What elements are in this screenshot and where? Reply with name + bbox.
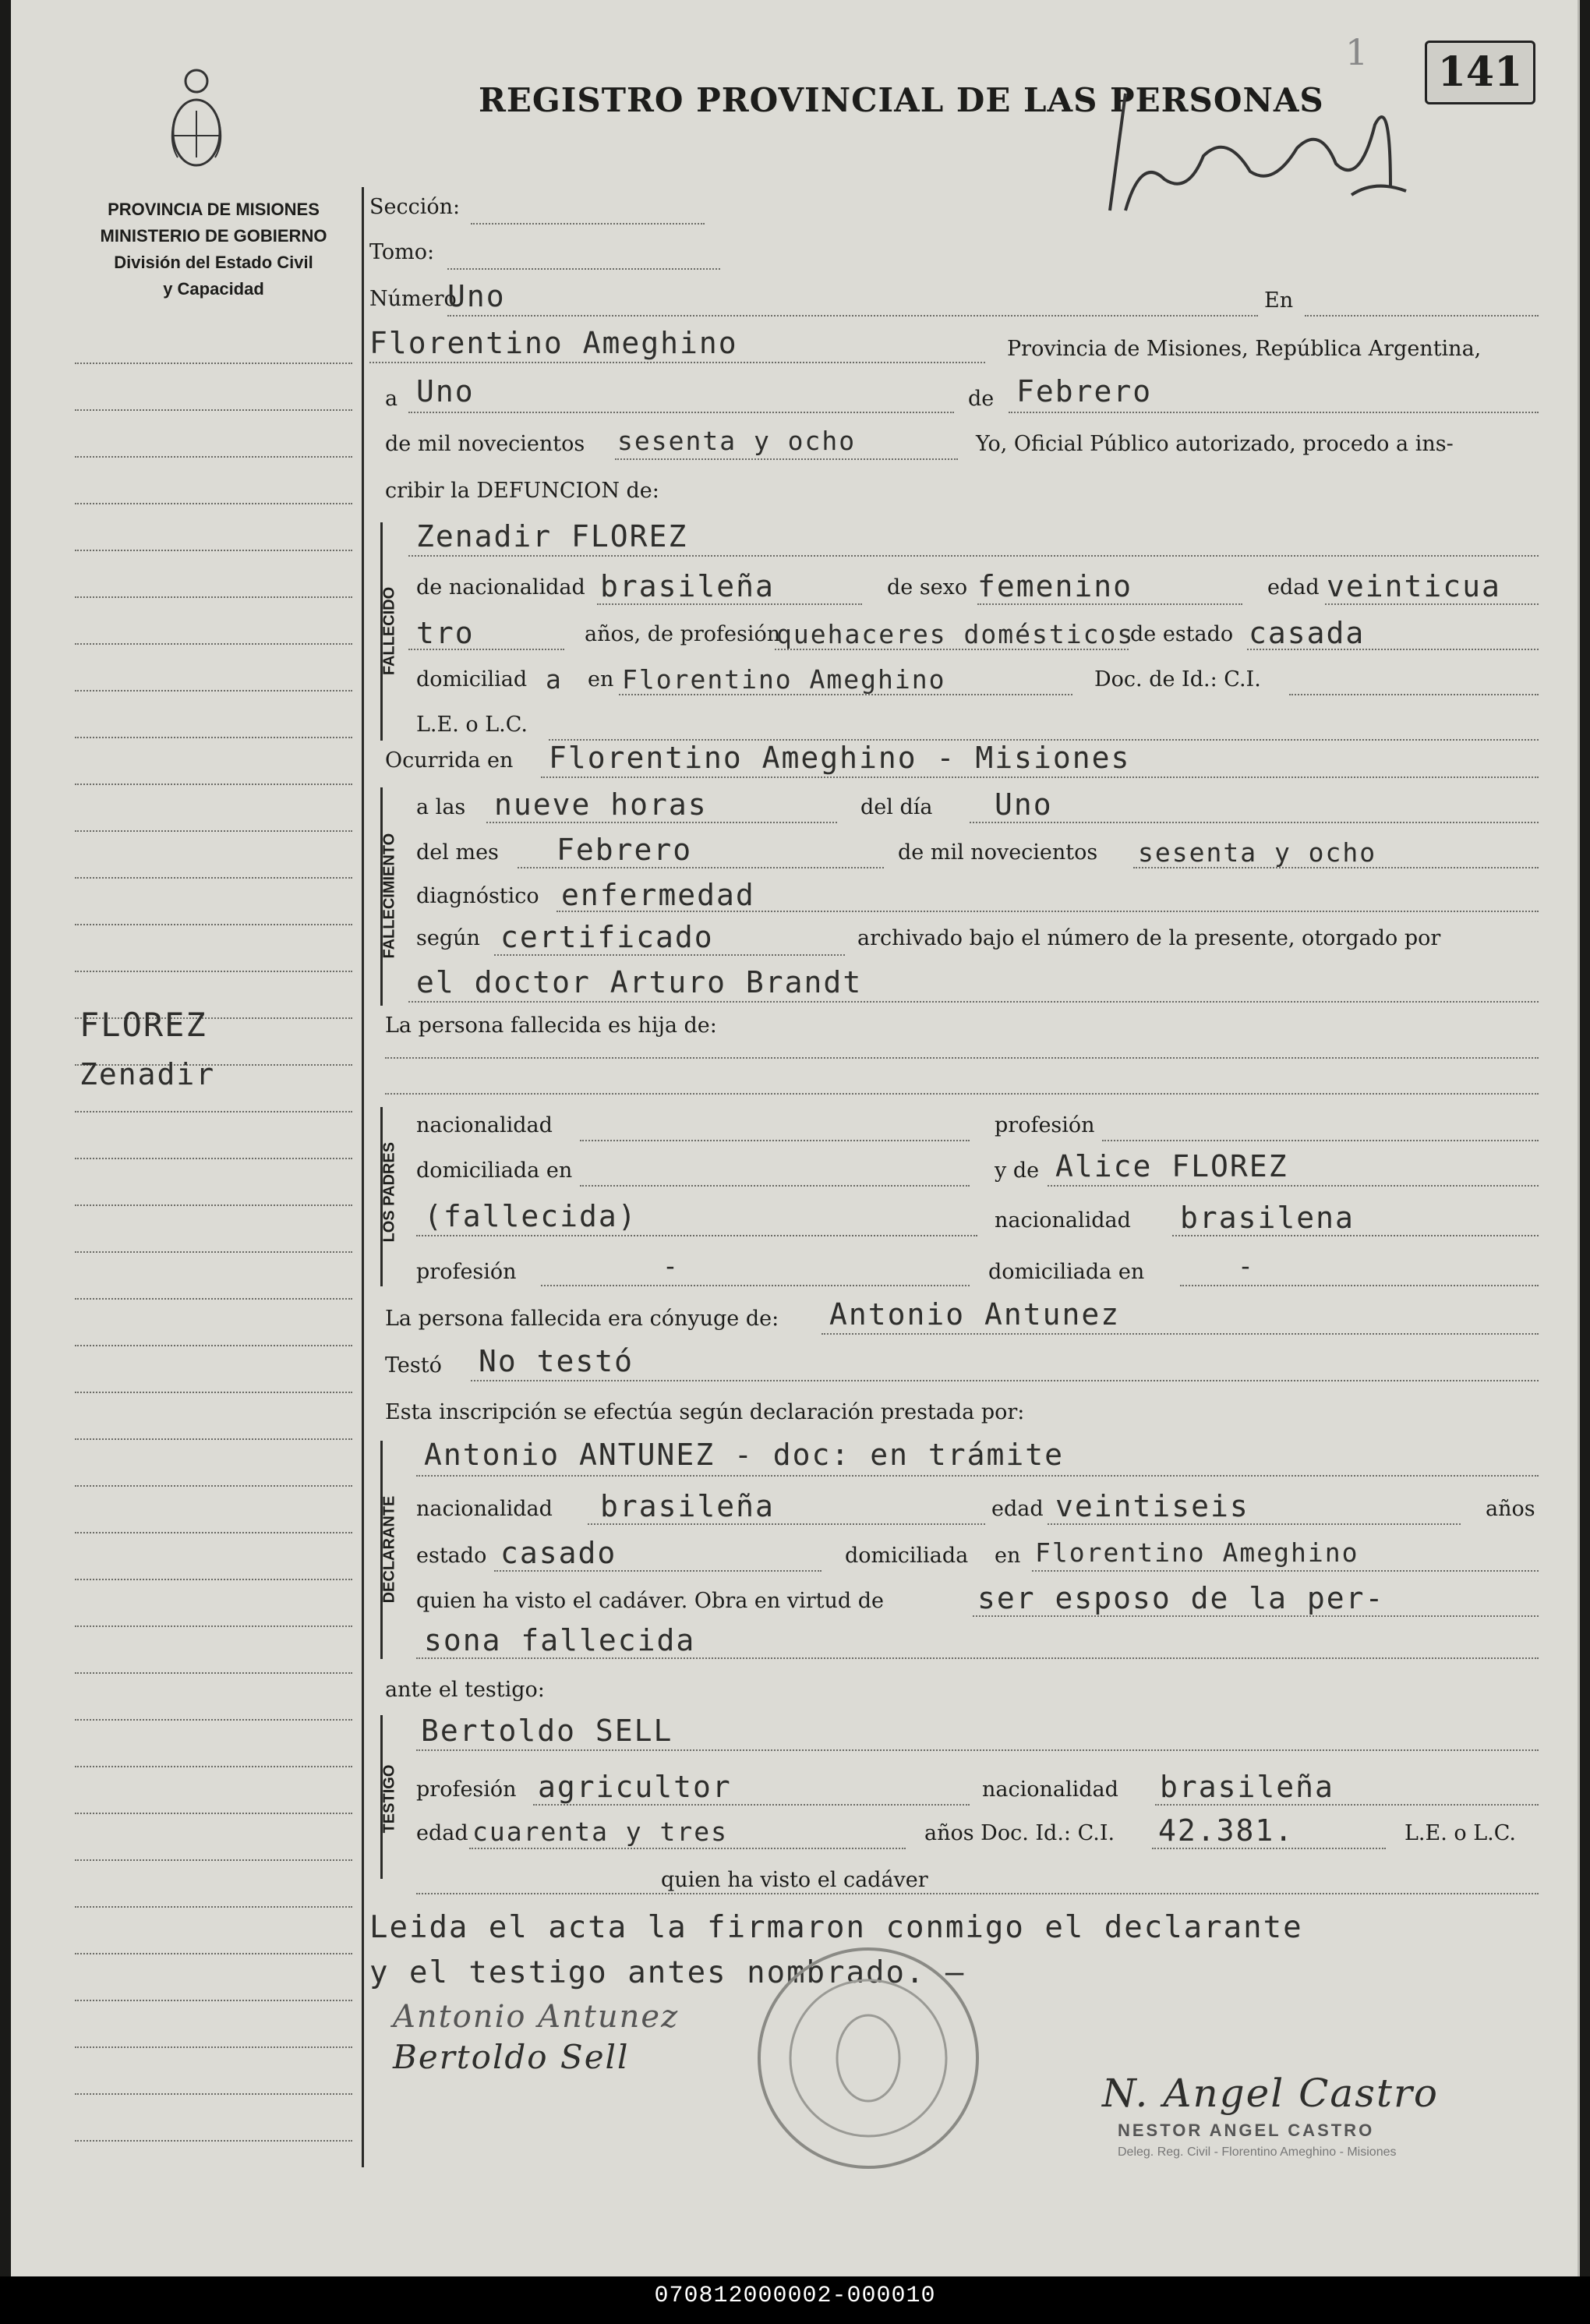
coat-of-arms-icon [164, 64, 229, 181]
archivado-text: archivado bajo el número de la presente, otorgado por [857, 926, 1441, 950]
declarante-edad-value: veintiseis [1055, 1489, 1249, 1523]
ocurrida-label: Ocurrida en [385, 748, 514, 773]
edad-value-cont: tro [416, 616, 475, 650]
nacionalidad-label: de nacionalidad [416, 575, 585, 600]
declarante-name: Antonio ANTUNEZ - doc: en trámite [424, 1438, 1064, 1472]
declarante-edad-label: edad [991, 1497, 1044, 1521]
testigo-nacionalidad-value: brasileña [1160, 1770, 1334, 1804]
tomo-label: Tomo: [369, 240, 435, 264]
fallecimiento-mil-label: de mil novecientos [898, 840, 1098, 865]
sexo-value: femenino [977, 569, 1133, 603]
declarante-virtud-value: ser esposo de la per- [977, 1581, 1385, 1615]
profesion-value: quehaceres domésticos [776, 619, 1135, 649]
declarante-visto-text: quien ha visto el cadáver. Obra en virtud de [416, 1589, 885, 1613]
y-de-label: y de [995, 1158, 1040, 1183]
fallecido-section-label: FALLECIDO [380, 586, 398, 676]
madre-estado: (fallecida) [424, 1199, 638, 1233]
registry-title: REGISTRO PROVINCIAL DE LAS PERSONAS [479, 81, 1324, 119]
dia-value: Uno [416, 374, 475, 409]
ocurrida-value: Florentino Ameghino - Misiones [549, 741, 1131, 775]
testigo-profesion-label: profesión [416, 1777, 517, 1802]
testigo-anios-doc-label: años Doc. Id.: C.I. [924, 1821, 1115, 1845]
official-title-stamp: Deleg. Reg. Civil - Florentino Ameghino - Misiones [1118, 2145, 1397, 2159]
en-label: En [1264, 288, 1294, 313]
lugar-value: Florentino Ameghino [369, 326, 738, 360]
inscripcion-text: Esta inscripción se efectúa según declaración prestada por: [385, 1400, 1025, 1424]
document-page [11, 0, 1580, 2276]
dia-label: del día [860, 795, 933, 819]
de-label: de [968, 387, 995, 411]
hora-value: nueve horas [494, 787, 708, 822]
fallecimiento-section-label: FALLECIMIENTO [380, 833, 398, 959]
estado-value: casada [1249, 616, 1366, 650]
official-seal-icon [751, 1941, 985, 2175]
testo-value: No testó [479, 1344, 634, 1378]
domicilio-en-label: en [588, 667, 614, 692]
declarante-estado-label: estado [416, 1544, 487, 1568]
hora-label: a las [416, 795, 466, 819]
le-label: L.E. o L.C. [416, 713, 528, 737]
declarante-nacionalidad-value: brasileña [600, 1489, 775, 1523]
testigo-le-label: L.E. o L.C. [1404, 1821, 1517, 1845]
declarante-virtud-value-cont: sona fallecida [424, 1623, 696, 1657]
mil-label: de mil novecientos [385, 432, 585, 456]
segun-label: según [416, 926, 480, 950]
fallecido-name: Zenadir FLOREZ [416, 519, 688, 554]
declarante-section-label: DECLARANTE [380, 1495, 398, 1604]
declarante-anios-label: años [1486, 1497, 1535, 1521]
division-line: División del Estado Civil [114, 253, 313, 272]
estado-label: de estado [1130, 622, 1234, 646]
padre-nacionalidad-label: nacionalidad [416, 1113, 553, 1137]
signature-testigo: Bertoldo Sell [393, 2038, 630, 2076]
anios-label: años, de profesión [585, 622, 781, 646]
madre-nacionalidad-value: brasilena [1180, 1201, 1355, 1235]
sexo-label: de sexo [887, 575, 968, 600]
declarante-domiciliada-label: domiciliada [845, 1544, 969, 1568]
testigo-edad-value: cuarenta y tres [472, 1816, 729, 1847]
capacity-line: y Capacidad [163, 279, 264, 299]
madre-profesion-value: - [662, 1250, 680, 1281]
signature-official: N. Angel Castro [1102, 2071, 1439, 2116]
hija-label: La persona fallecida es hija de: [385, 1013, 717, 1038]
official-name-stamp: NESTOR ANGEL CASTRO [1118, 2121, 1375, 2140]
declarante-estado-value: casado [500, 1536, 617, 1570]
anio-value: sesenta y ocho [617, 426, 857, 456]
testigo-ci-value: 42.381. [1158, 1813, 1295, 1848]
fallecimiento-anio-value: sesenta y ocho [1138, 837, 1377, 868]
declarante-en-label: en [995, 1544, 1021, 1568]
conyuge-value: Antonio Antunez [829, 1297, 1121, 1332]
madre-value: Alice FLOREZ [1055, 1149, 1288, 1183]
testigo-nacionalidad-label: nacionalidad [982, 1777, 1118, 1802]
side-note-name: Zenadir [80, 1057, 216, 1091]
signature-declarante: Antonio Antunez [393, 1999, 680, 2035]
padres-section-label: LOS PADRES [380, 1141, 398, 1243]
mes-label: del mes [416, 840, 499, 865]
testo-label: Testó [385, 1353, 442, 1378]
madre-profesion-label: profesión [416, 1260, 517, 1284]
provincia-text: Provincia de Misiones, República Argentina, [1007, 337, 1482, 361]
madre-domiciliada-label: domiciliada en [988, 1260, 1145, 1284]
closing-line-1: Leida el acta la firmaron conmigo el declarante [369, 1910, 1303, 1945]
side-note-surname: FLOREZ [80, 1006, 207, 1044]
testigo-visto-text: quien ha visto el cadáver [661, 1868, 928, 1892]
segun-value: certificado [500, 920, 714, 954]
doc-label: Doc. de Id.: C.I. [1094, 667, 1261, 692]
doctor-value: el doctor Arturo Brandt [416, 965, 863, 999]
testigo-section-label: TESTIGO [380, 1764, 398, 1834]
testigo-edad-label: edad [416, 1821, 468, 1845]
diagnostico-value: enfermedad [561, 878, 755, 912]
page-number-stamp: 141 [1425, 41, 1535, 104]
padre-domiciliada-label: domiciliada en [416, 1158, 573, 1183]
diagnostico-label: diagnóstico [416, 884, 539, 908]
fallecimiento-mes-value: Febrero [556, 833, 693, 867]
folio-mark: 1 [1345, 31, 1369, 73]
footer-bar [0, 2276, 1590, 2324]
domiciliado-label: domiciliad [416, 667, 528, 692]
numero-label: Número [369, 287, 457, 311]
conyuge-label: La persona fallecida era cónyuge de: [385, 1307, 779, 1331]
domiciliado-suffix: a [546, 664, 563, 695]
declarante-nacionalidad-label: nacionalidad [416, 1497, 553, 1521]
closing-line-2: y el testigo antes nombrado. — [369, 1955, 966, 1990]
padre-profesion-label: profesión [995, 1113, 1095, 1137]
madre-nacionalidad-label: nacionalidad [995, 1208, 1131, 1233]
testigo-name: Bertoldo SELL [421, 1714, 673, 1748]
domicilio-value: Florentino Ameghino [622, 664, 946, 695]
declarante-domicilio-value: Florentino Ameghino [1035, 1537, 1359, 1568]
top-signature-icon [1094, 62, 1429, 234]
madre-domiciliada-value: - [1238, 1250, 1255, 1281]
mes-value: Febrero [1016, 374, 1153, 409]
province-line: PROVINCIA DE MISIONES [108, 200, 320, 219]
a-label: a [385, 387, 398, 411]
sidebar-heading [58, 196, 369, 302]
nacionalidad-value: brasileña [600, 569, 775, 603]
edad-value: veinticua [1327, 569, 1501, 603]
ministry-line: MINISTERIO DE GOBIERNO [100, 226, 327, 246]
barcode-id: 070812000002-000010 [654, 2283, 936, 2309]
edad-label: edad [1267, 575, 1320, 600]
seccion-label: Sección: [369, 195, 461, 219]
numero-value: Uno [447, 279, 506, 313]
fallecimiento-dia-value: Uno [995, 787, 1053, 822]
testigo-intro-label: ante el testigo: [385, 1678, 545, 1702]
oficial-text: Yo, Oficial Público autorizado, procedo a ins- [976, 432, 1454, 456]
testigo-profesion-value: agricultor [538, 1770, 732, 1804]
cribir-text: cribir la DEFUNCION de: [385, 479, 659, 503]
